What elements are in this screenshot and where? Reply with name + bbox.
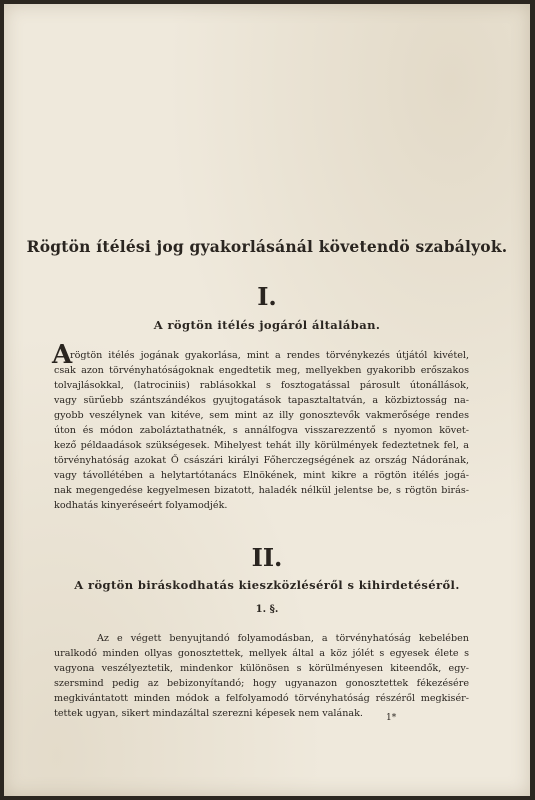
section-2-line: uralkodó minden ollyas gonosztettek, mellyek által a köz jólét s egyesek élete s: [54, 648, 469, 659]
section-2-line: szersmind pedig az bebizonyítandó; hogy ugyanazon gonosztettek fékezésére: [54, 678, 469, 689]
section-1-line: gyobb veszélynek van kitéve, sem mint az illy gonosztevők vakmerősége rendes: [54, 410, 469, 421]
section-2-line: tettek ugyan, sikert mindazáltal szerezni képesek nem valának.: [54, 708, 363, 719]
signature-mark: 1*: [386, 713, 397, 723]
section-2-line: vagyona veszélyeztetik, mindenkor különösen s körülményesen kiteendők, egy-: [54, 663, 469, 674]
section-1-line: kodhatás kinyeréseért folyamodjék.: [54, 500, 228, 511]
section-1-numeral: I.: [257, 282, 277, 311]
section-1-line: nak megengedése kegyelmesen bizatott, haladék nélkül jelentse be, s rögtön birás-: [54, 485, 469, 496]
section-1-dropcap: A: [52, 340, 73, 370]
section-1-line: törvényhatóság azokat Ő császári királyi Főherczegségének az ország Nádorának,: [54, 455, 469, 466]
section-1-line: vagy távollétében a helytartótanács Elnökének, mint kikre a rögtön itélés jogá-: [54, 470, 469, 481]
document-title: Rögtön ítélési jog gyakorlásánál követendö szabályok.: [26, 237, 508, 256]
paragraph-mark: 1. §.: [255, 604, 279, 615]
section-1-line: kező példaadások szükségesek. Mihelyest tehát illy körülmények fedeztetnek fel, a: [54, 440, 469, 451]
section-1-line: úton és módon zaboláztathatnék, s annálfogva visszarezzentő s nyomon követ-: [54, 425, 469, 436]
section-2-numeral: II.: [251, 543, 283, 572]
section-2-line: megkivántatott minden módok a felfolyamodó törvényhatóság részéről megkisér-: [54, 693, 469, 704]
section-1-line: vagy sürűebb szántszándékos gyujtogatások tapasztaltatván, a közbiztosság na-: [54, 395, 469, 406]
section-2-line: Az e végett benyujtandó folyamodásban, a törvényhatóság kebelében: [97, 633, 469, 644]
section-1-line: rögtön itélés jogának gyakorlása, mint a rendes törvénykezés útjától kivétel,: [70, 350, 469, 361]
section-2-heading: A rögtön biráskodhatás kieszközléséről s kihirdetéséről.: [74, 578, 460, 592]
document-page: [4, 4, 530, 796]
section-1-line: tolvajlásokkal, (latrociniis) rablásokkal s fosztogatással párosult útonállások,: [54, 380, 469, 391]
section-1-line: csak azon törvényhatóságoknak engedtetik meg, mellyekben gyakoribb erőszakos: [54, 365, 469, 376]
section-1-heading: A rögtön itélés jogáról általában.: [153, 318, 381, 332]
